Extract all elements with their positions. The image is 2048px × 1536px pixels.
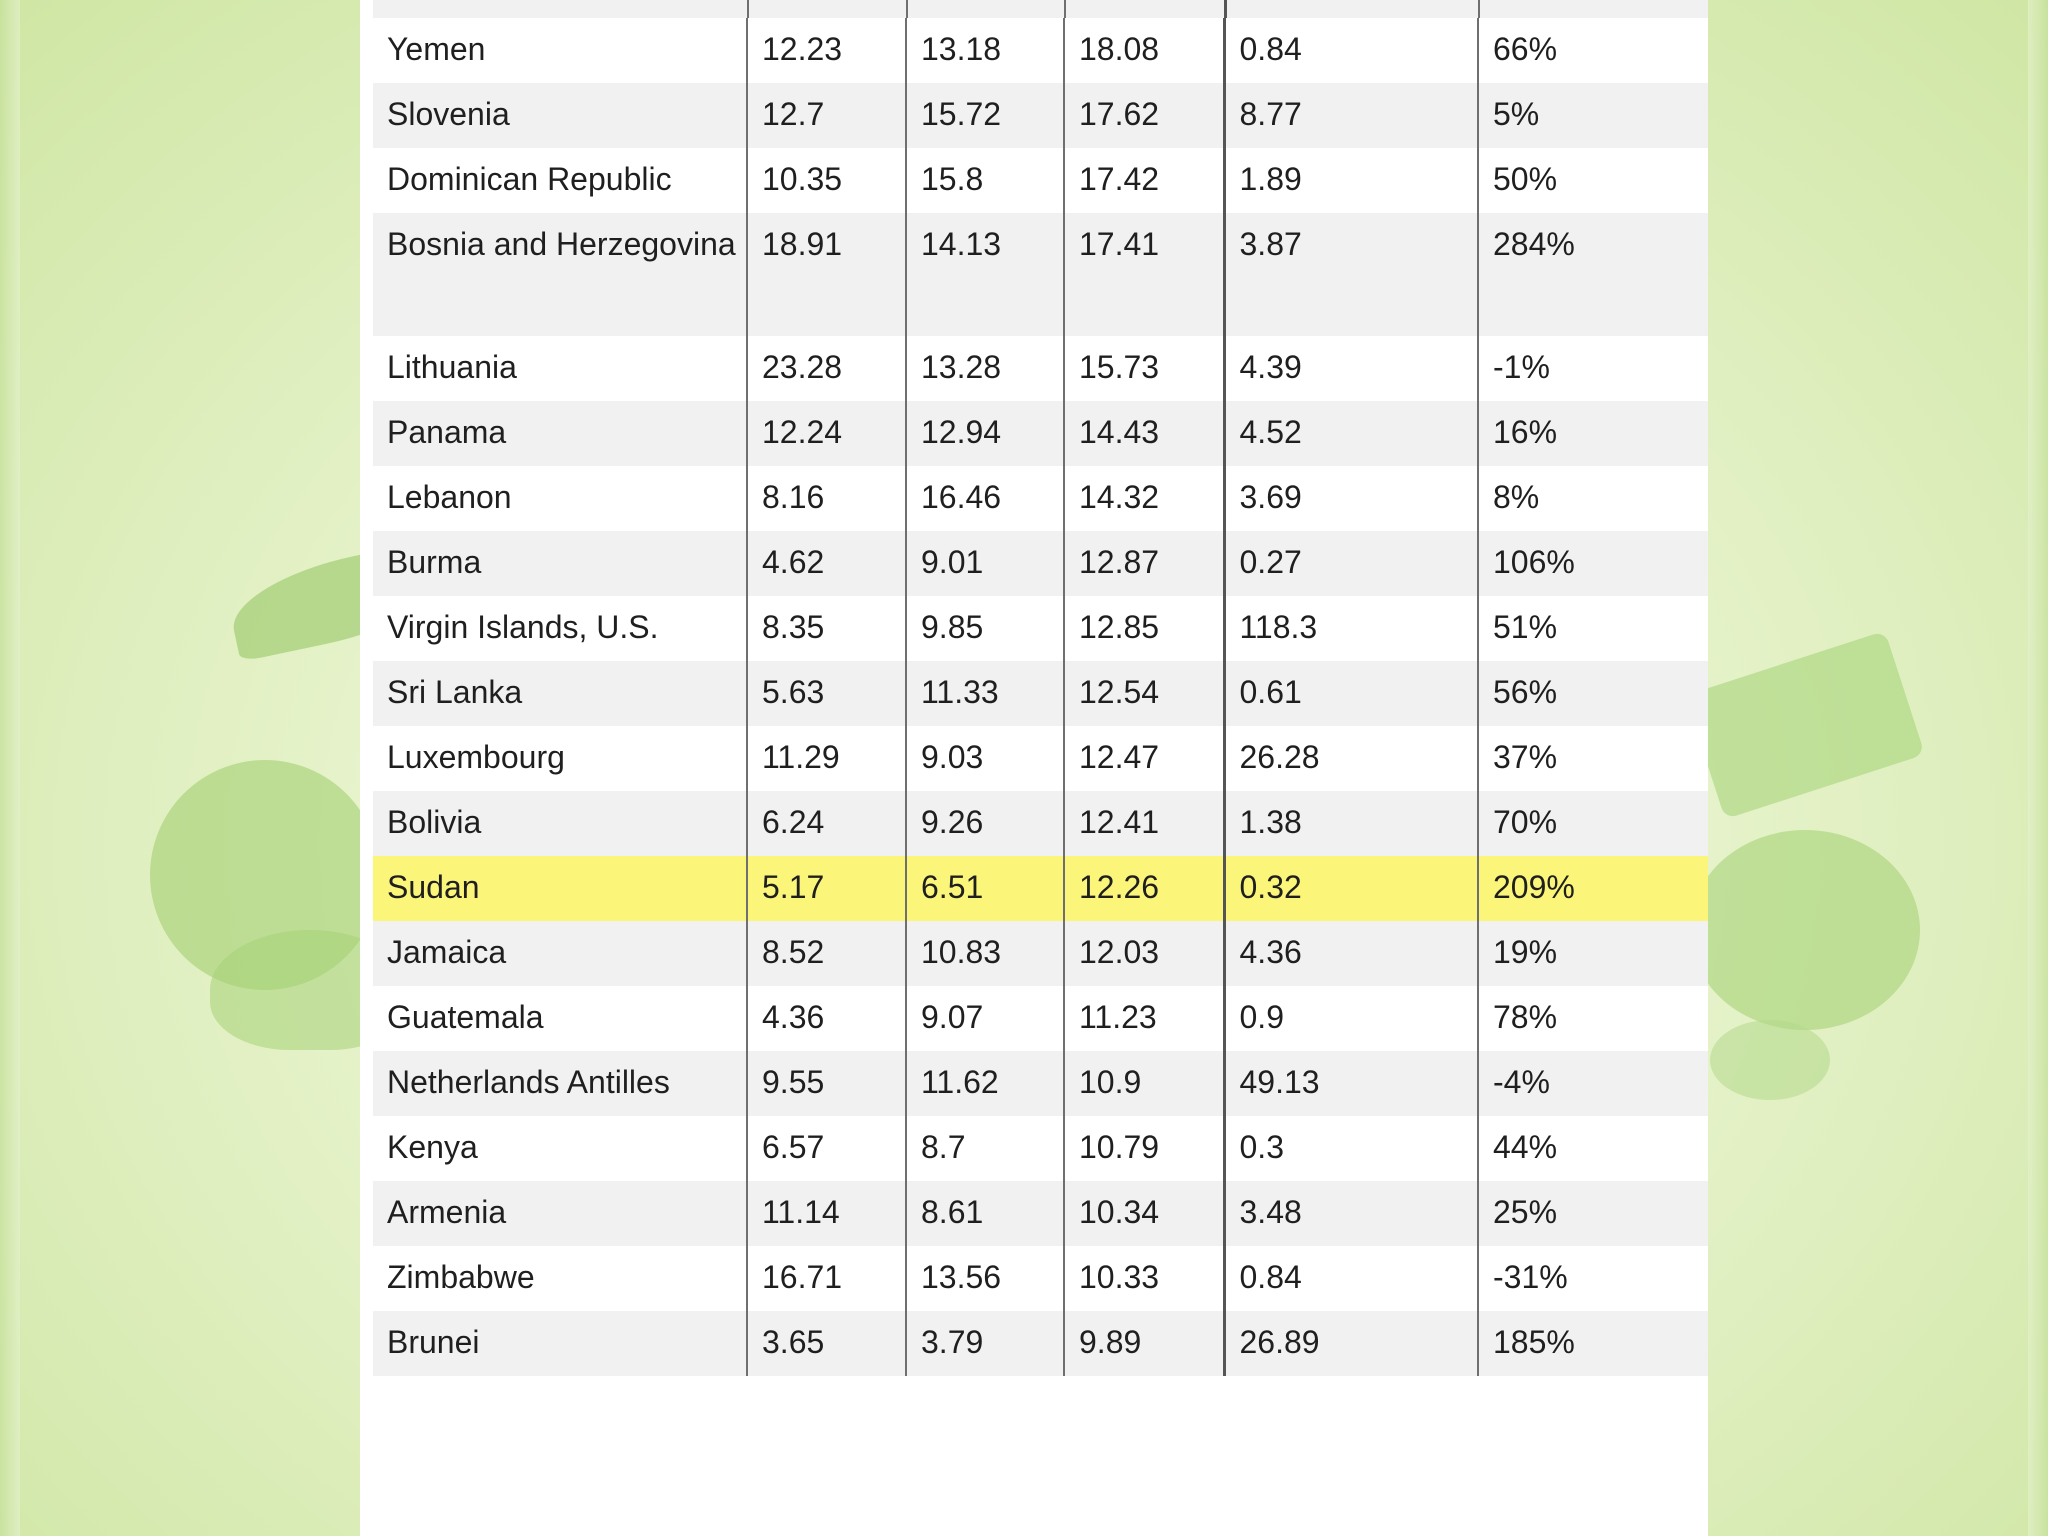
table-row <box>373 1181 1708 1246</box>
country-cell: Zimbabwe <box>373 1246 747 1311</box>
value-cell-2: 9.26 <box>906 791 1064 856</box>
value-cell-1: 12.7 <box>747 83 906 148</box>
value-cell-2: 15.8 <box>906 148 1064 213</box>
value-cell-4: 4.52 <box>1224 401 1478 466</box>
value-cell-4: 8.77 <box>1224 83 1478 148</box>
value-cell-4: 49.13 <box>1224 1051 1478 1116</box>
value-cell-2: 13.28 <box>906 336 1064 401</box>
value-cell-1: 8.35 <box>747 596 906 661</box>
country-cell: Sri Lanka <box>373 661 747 726</box>
leaf-decoration <box>1685 631 1925 820</box>
table-row <box>373 1311 1708 1376</box>
percent-change-cell: 16% <box>1478 401 1708 466</box>
value-cell-3: 12.41 <box>1064 791 1224 856</box>
table-row <box>373 856 1708 921</box>
country-cell: Brunei <box>373 1311 747 1376</box>
country-cell: Bosnia and Herzegovina <box>373 213 747 336</box>
value-cell-3: 12.47 <box>1064 726 1224 791</box>
value-cell-2: 15.72 <box>906 83 1064 148</box>
percent-change-cell: 5% <box>1478 83 1708 148</box>
country-cell: Panama <box>373 401 747 466</box>
leaf-decoration <box>1690 830 1920 1030</box>
country-cell: Virgin Islands, U.S. <box>373 596 747 661</box>
percent-change-cell: -31% <box>1478 1246 1708 1311</box>
value-cell-2: 3.79 <box>906 1311 1064 1376</box>
value-cell-3: 10.79 <box>1064 1116 1224 1181</box>
table-row <box>373 336 1708 401</box>
value-cell-3: 12.54 <box>1064 661 1224 726</box>
value-cell-3: 18.08 <box>1064 18 1224 83</box>
country-cell: Kenya <box>373 1116 747 1181</box>
percent-change-cell: 44% <box>1478 1116 1708 1181</box>
percent-change-cell: 51% <box>1478 596 1708 661</box>
value-cell-3: 12.85 <box>1064 596 1224 661</box>
value-cell-1: 12.23 <box>747 18 906 83</box>
table-row <box>373 661 1708 726</box>
value-cell-2: 12.94 <box>906 401 1064 466</box>
value-cell-4: 0.3 <box>1224 1116 1478 1181</box>
value-cell-4: 118.3 <box>1224 596 1478 661</box>
value-cell-4: 3.48 <box>1224 1181 1478 1246</box>
value-cell-3: 14.32 <box>1064 466 1224 531</box>
value-cell-1: 5.17 <box>747 856 906 921</box>
background-edge-left <box>0 0 20 1536</box>
value-cell-4: 0.27 <box>1224 531 1478 596</box>
table-row <box>373 83 1708 148</box>
percent-change-cell: 25% <box>1478 1181 1708 1246</box>
percent-change-cell: 106% <box>1478 531 1708 596</box>
table-row <box>373 148 1708 213</box>
country-cell: Sudan <box>373 856 747 921</box>
value-cell-4: 0.32 <box>1224 856 1478 921</box>
table-row <box>373 1246 1708 1311</box>
percent-change-cell: 284% <box>1478 213 1708 336</box>
country-cell: Jamaica <box>373 921 747 986</box>
country-cell: Lithuania <box>373 336 747 401</box>
value-cell-1: 12.24 <box>747 401 906 466</box>
percent-change-cell: 66% <box>1478 18 1708 83</box>
background-edge-right <box>2028 0 2048 1536</box>
value-cell-3: 9.89 <box>1064 1311 1224 1376</box>
value-cell-4: 4.39 <box>1224 336 1478 401</box>
value-cell-1: 6.24 <box>747 791 906 856</box>
value-cell-2: 9.07 <box>906 986 1064 1051</box>
value-cell-3: 12.26 <box>1064 856 1224 921</box>
value-cell-1: 10.35 <box>747 148 906 213</box>
percent-change-cell: 70% <box>1478 791 1708 856</box>
value-cell-1: 4.36 <box>747 986 906 1051</box>
value-cell-4: 1.38 <box>1224 791 1478 856</box>
percent-change-cell: -4% <box>1478 1051 1708 1116</box>
value-cell-4: 26.89 <box>1224 1311 1478 1376</box>
value-cell-3: 10.9 <box>1064 1051 1224 1116</box>
percent-change-cell: 8% <box>1478 466 1708 531</box>
value-cell-1: 8.16 <box>747 466 906 531</box>
percent-change-cell: 50% <box>1478 148 1708 213</box>
value-cell-4: 3.69 <box>1224 466 1478 531</box>
value-cell-4: 1.89 <box>1224 148 1478 213</box>
value-cell-2: 13.18 <box>906 18 1064 83</box>
table-row <box>373 401 1708 466</box>
value-cell-2: 11.62 <box>906 1051 1064 1116</box>
table-row <box>373 531 1708 596</box>
table-row <box>373 466 1708 531</box>
value-cell-1: 9.55 <box>747 1051 906 1116</box>
table-row <box>373 213 1708 336</box>
table-row <box>373 791 1708 856</box>
value-cell-3: 17.42 <box>1064 148 1224 213</box>
table-row <box>373 18 1708 83</box>
country-cell: Guatemala <box>373 986 747 1051</box>
table-top-edge <box>373 0 1708 18</box>
country-data-table <box>373 18 1708 1376</box>
value-cell-1: 3.65 <box>747 1311 906 1376</box>
value-cell-1: 16.71 <box>747 1246 906 1311</box>
percent-change-cell: 56% <box>1478 661 1708 726</box>
percent-change-cell: 185% <box>1478 1311 1708 1376</box>
value-cell-2: 8.7 <box>906 1116 1064 1181</box>
percent-change-cell: 209% <box>1478 856 1708 921</box>
value-cell-3: 17.62 <box>1064 83 1224 148</box>
table-row <box>373 921 1708 986</box>
value-cell-3: 11.23 <box>1064 986 1224 1051</box>
value-cell-2: 9.01 <box>906 531 1064 596</box>
value-cell-1: 11.29 <box>747 726 906 791</box>
value-cell-2: 16.46 <box>906 466 1064 531</box>
value-cell-2: 8.61 <box>906 1181 1064 1246</box>
table-body <box>373 18 1708 1376</box>
country-cell: Burma <box>373 531 747 596</box>
value-cell-4: 0.61 <box>1224 661 1478 726</box>
table-row <box>373 1116 1708 1181</box>
value-cell-3: 14.43 <box>1064 401 1224 466</box>
table-row <box>373 1051 1708 1116</box>
value-cell-1: 5.63 <box>747 661 906 726</box>
country-cell: Yemen <box>373 18 747 83</box>
value-cell-2: 14.13 <box>906 213 1064 336</box>
country-cell: Slovenia <box>373 83 747 148</box>
value-cell-2: 9.85 <box>906 596 1064 661</box>
value-cell-2: 11.33 <box>906 661 1064 726</box>
country-cell: Luxembourg <box>373 726 747 791</box>
value-cell-3: 17.41 <box>1064 213 1224 336</box>
value-cell-2: 10.83 <box>906 921 1064 986</box>
value-cell-3: 12.87 <box>1064 531 1224 596</box>
value-cell-1: 6.57 <box>747 1116 906 1181</box>
country-cell: Armenia <box>373 1181 747 1246</box>
value-cell-1: 8.52 <box>747 921 906 986</box>
percent-change-cell: -1% <box>1478 336 1708 401</box>
table-panel <box>360 0 1708 1536</box>
table-row <box>373 726 1708 791</box>
value-cell-1: 18.91 <box>747 213 906 336</box>
value-cell-4: 4.36 <box>1224 921 1478 986</box>
table-row <box>373 596 1708 661</box>
percent-change-cell: 37% <box>1478 726 1708 791</box>
value-cell-3: 12.03 <box>1064 921 1224 986</box>
value-cell-2: 13.56 <box>906 1246 1064 1311</box>
country-cell: Netherlands Antilles <box>373 1051 747 1116</box>
value-cell-4: 26.28 <box>1224 726 1478 791</box>
value-cell-1: 11.14 <box>747 1181 906 1246</box>
value-cell-4: 0.84 <box>1224 1246 1478 1311</box>
value-cell-4: 0.9 <box>1224 986 1478 1051</box>
leaf-decoration <box>1710 1020 1830 1100</box>
percent-change-cell: 19% <box>1478 921 1708 986</box>
value-cell-4: 0.84 <box>1224 18 1478 83</box>
country-cell: Bolivia <box>373 791 747 856</box>
percent-change-cell: 78% <box>1478 986 1708 1051</box>
value-cell-2: 9.03 <box>906 726 1064 791</box>
country-cell: Lebanon <box>373 466 747 531</box>
table-row <box>373 986 1708 1051</box>
value-cell-3: 10.34 <box>1064 1181 1224 1246</box>
value-cell-2: 6.51 <box>906 856 1064 921</box>
value-cell-1: 23.28 <box>747 336 906 401</box>
country-cell: Dominican Republic <box>373 148 747 213</box>
value-cell-4: 3.87 <box>1224 213 1478 336</box>
value-cell-3: 10.33 <box>1064 1246 1224 1311</box>
value-cell-1: 4.62 <box>747 531 906 596</box>
value-cell-3: 15.73 <box>1064 336 1224 401</box>
